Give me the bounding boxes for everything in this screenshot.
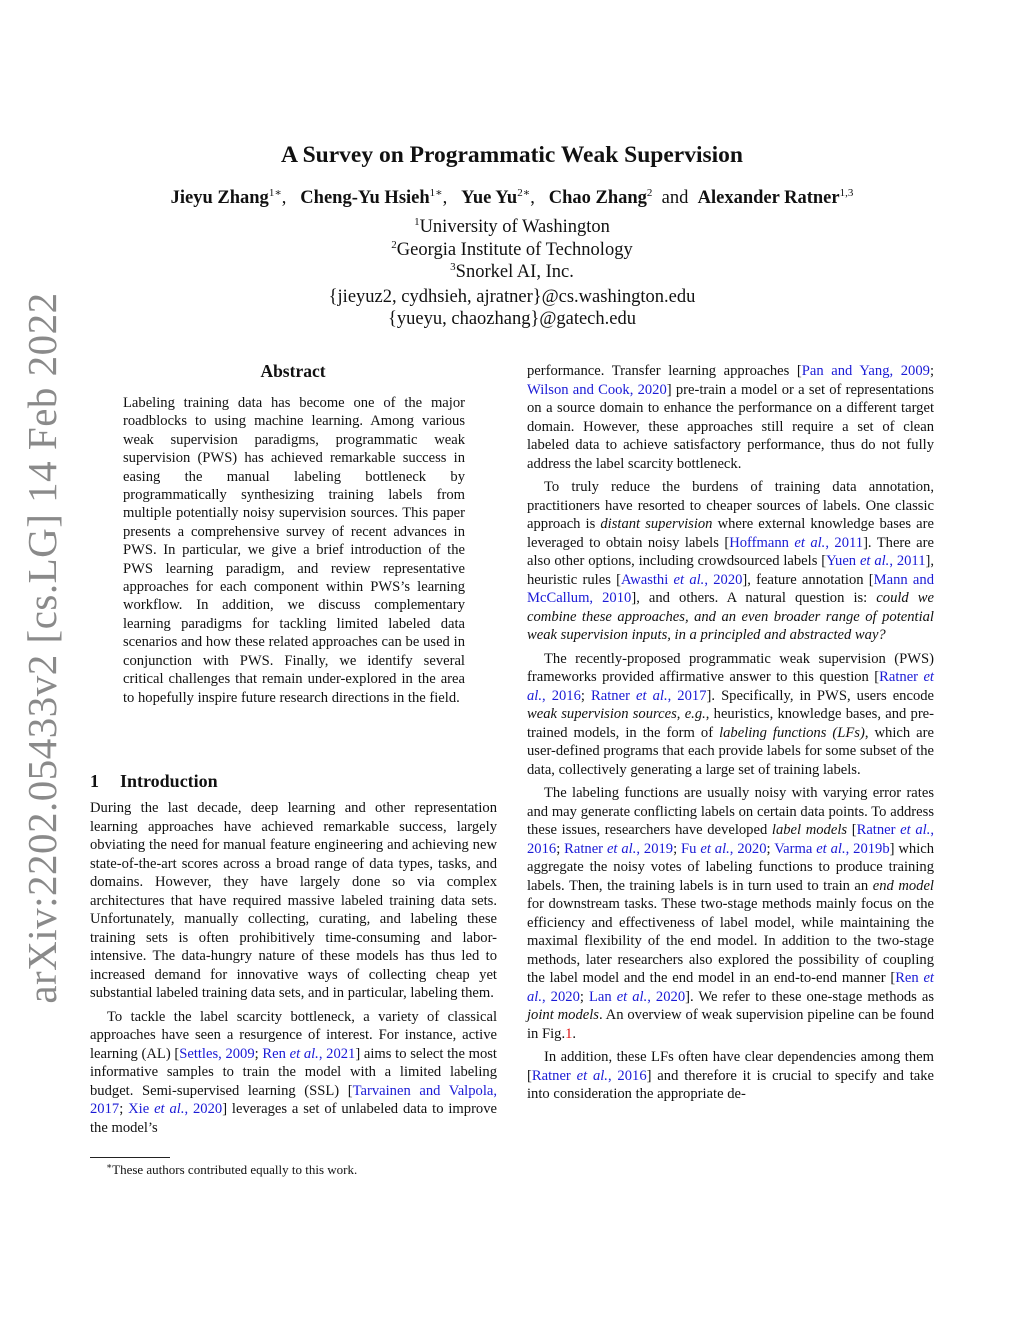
author-list: Jieyu Zhang$^{1∗}$, Cheng-Yu Hsieh$^{1∗}$, Yue $Yu^{2∗}$, Chao Zhang$^2$ and Alexander Ratner$^{1,3}$ (170, 187, 854, 208)
author-sup: 1∗ (429, 187, 443, 199)
affiliation: $^3$Snorkel AI, Inc. (450, 261, 574, 282)
citation-link[interactable]: Ratner et al., 2019 (564, 840, 674, 857)
paper-title: A Survey on Programmatic Weak Supervision (281, 142, 743, 168)
citation-link[interactable]: Ratner et al., 2016 (531, 1067, 647, 1084)
citation-link[interactable]: Ren et al., 2021 (262, 1045, 356, 1062)
citation-link[interactable]: Mann and McCallum, 2010 (527, 571, 935, 606)
citation-link[interactable]: Hoffmann et al., 2011 (729, 534, 864, 551)
paragraph: In addition, these LFs often have clear dependencies among them [Ratner et al., 2016] and therefore it is crucial to specify and take into consideration the appropriate de- (527, 1049, 934, 1102)
abstract-heading: Abstract (260, 361, 326, 381)
arxiv-side-stamp: arXiv:2202.05433v2 [cs.LG] 14 Feb 2022 (19, 292, 65, 1004)
author-sup: 1∗ (268, 187, 282, 199)
citation-link[interactable]: Ren et al., 2020 (527, 970, 934, 1005)
paragraph: The recently-proposed programmatic weak supervision (PWS) frameworks provided affirmative answer to this question [Ratner et al., 2016; Ratner et al., 2017]. Specifically, in PWS, users encode weak supervision sources, e.g., heuristics, knowledge bases, and pre-trained models, in the form of labeling functions (LFs), which are user-defined programs that each provide labels for some subset of the data, collectively generating a large set of training labels. (527, 650, 935, 778)
email-line[interactable]: {yueyu, chaozhang}@gatech.edu (388, 309, 636, 329)
author-sup: 2 (646, 187, 653, 199)
citation-link[interactable]: Fu et al., 2020 (681, 840, 767, 857)
citation-link[interactable]: Ratner et al., 2017 (591, 687, 707, 704)
section-heading (90, 771, 218, 792)
footnote: ∗These authors contributed equally to this work. (106, 1161, 358, 1177)
author-name[interactable]: Cheng-Yu Hsieh (300, 188, 430, 208)
paragraph: To truly reduce the burdens of training data annotation, practitioners have resorted to cheaper sources of labels. One classic approach is distant supervision where external knowledge bases are leveraged to obtain noisy labels [Hoffmann et al., 2011]. There are also other options, including crowdsourced labels [Yuen et al., 2011], heuristic rules [Awasthi et al., 2020], feature annotation [Mann and McCallum, 2010], and others. A natural question is: could we combine these approaches, and an even broader range of potential weak supervision inputs, in a principled and abstracted way? (527, 479, 935, 643)
citation-link[interactable]: Ratner et al., 2016 (527, 669, 934, 704)
author-sup: 1,3 (839, 187, 854, 199)
citation-link[interactable]: Awasthi et al., 2020 (620, 571, 743, 588)
paragraph: The labeling functions are usually noisy with varying error rates and may generate conflicting labels on certain data points. To address these issues, researchers have developed label models [Ratner et al., 2016; Ratner et al., 2019; Fu et al., 2020; Varma et al., 2019b] which aggregate the noisy votes of labeling functions to produce training labels. Then, the training labels is in turn used to train an end model for downstream tasks. These two-stage methods mainly focus on the efficiency and effectiveness of label model, while maintaining the maximal flexibility of the end model. In addition to the two-stage methods, later researchers also explored the possibility of coupling the label model and the end model in an end-to-end manner [Ren et al., 2020; Lan et al., 2020]. We refer to these one-stage methods as joint models. An overview of weak supervision pipeline can be found in Fig.1. (527, 785, 935, 1042)
citation-link[interactable]: Lan et al., 2020 (588, 988, 686, 1005)
paragraph: performance. Transfer learning approaches [Pan and Yang, 2009; Wilson and Cook, 2020] pre-train a model or a set of representations on a source domain to enhance the performance on a different target domain. However, these approaches still require a set of clean labeled data to achieve satisfactory performance, thus do not fully address the label scarcity bottleneck. (527, 363, 934, 472)
left-column (90, 799, 497, 1137)
section-number: 1 (90, 771, 99, 791)
citation-link[interactable]: Ratner et al., 2016 (527, 822, 934, 857)
authors-and: and (661, 188, 689, 208)
author-name[interactable]: Yue Yu (461, 188, 518, 208)
paragraph: During the last decade, deep learning and other representation learning approaches have achieved remarkable success, largely obviating the need for manual feature engineering and achieving new state-of-the-art scores across a broad range of data types, tasks, and domains. However, they have largely done so via complex architectures that have required massive labeled training data sets. Unfortunately, manually collecting, curating, and labeling these training sets is often prohibitively time-consuming and labor-intensive. The data-hungry nature of these models has thus led to increased demand for innovative ways of collecting cheap yet substantial labeled training data sets, and in particular, labeling them. (90, 800, 497, 1001)
citation-link[interactable]: Yuen et al., 2011 (826, 553, 926, 569)
footnote-rule (90, 1157, 170, 1158)
citation-link[interactable]: Varma et al., 2019b (774, 840, 890, 857)
author-name[interactable]: Chao Zhang (548, 188, 647, 208)
section-title: Introduction (120, 771, 218, 791)
citation-link[interactable]: Tarvainen and Valpola, 2017 (90, 1082, 498, 1117)
figure-ref-link[interactable]: 1 (565, 1025, 573, 1042)
author-sup: 2∗ (517, 187, 531, 199)
citation-link[interactable]: Pan and Yang, 2009 (801, 363, 930, 379)
author-name[interactable]: Jieyu Zhang (170, 188, 269, 208)
citation-link[interactable]: Wilson and Cook, 2020 (527, 381, 667, 398)
citation-link[interactable]: Xie et al., 2020 (128, 1101, 223, 1117)
paragraph: To tackle the label scarcity bottleneck, a variety of classical approaches have seen a resurgence of interest. For instance, active learning (AL) [Settles, 2009; Ren et al., 2021] aims to select the most informative samples to train the model with a limited labeling budget. Semi-supervised learning (SSL) [Tarvainen and Valpola, 2017; Xie et al., 2020] leverages a set of unlabeled data to improve the model’s (90, 1008, 498, 1136)
author-name[interactable]: Alexander Ratner (697, 188, 840, 208)
citation-link[interactable]: Settles, 2009 (179, 1045, 255, 1062)
affiliation: $^1$University of Washington (414, 216, 610, 237)
email-line[interactable]: {jieyuz2, cydhsieh, ajratner}@cs.washington.edu (328, 287, 696, 307)
affiliation: $^2$Georgia Institute of Technology (391, 239, 633, 260)
abstract-text: Labeling training data has become one of the major roadblocks to using machine learning. Among various weak supervision paradigms, programmatic weak supervision (PWS) has achieved remarkable success in easing the manual labeling bottleneck by programmatically synthesizing training labels from multiple potentially noisy supervision sources. This paper presents a comprehensive survey of recent advances in PWS. In particular, we give a brief introduction of the PWS learning paradigm, and review representative approaches for each component within PWS’s learning workflow. In addition, we discuss complementary learning paradigms for tackling limited labeled data scenarios and how these related approaches can be used in conjunction with PWS. Finally, we identify several critical challenges that remain under-explored in the area to hopefully inspire future research directions in the field. (123, 395, 465, 706)
right-column (527, 362, 934, 1104)
